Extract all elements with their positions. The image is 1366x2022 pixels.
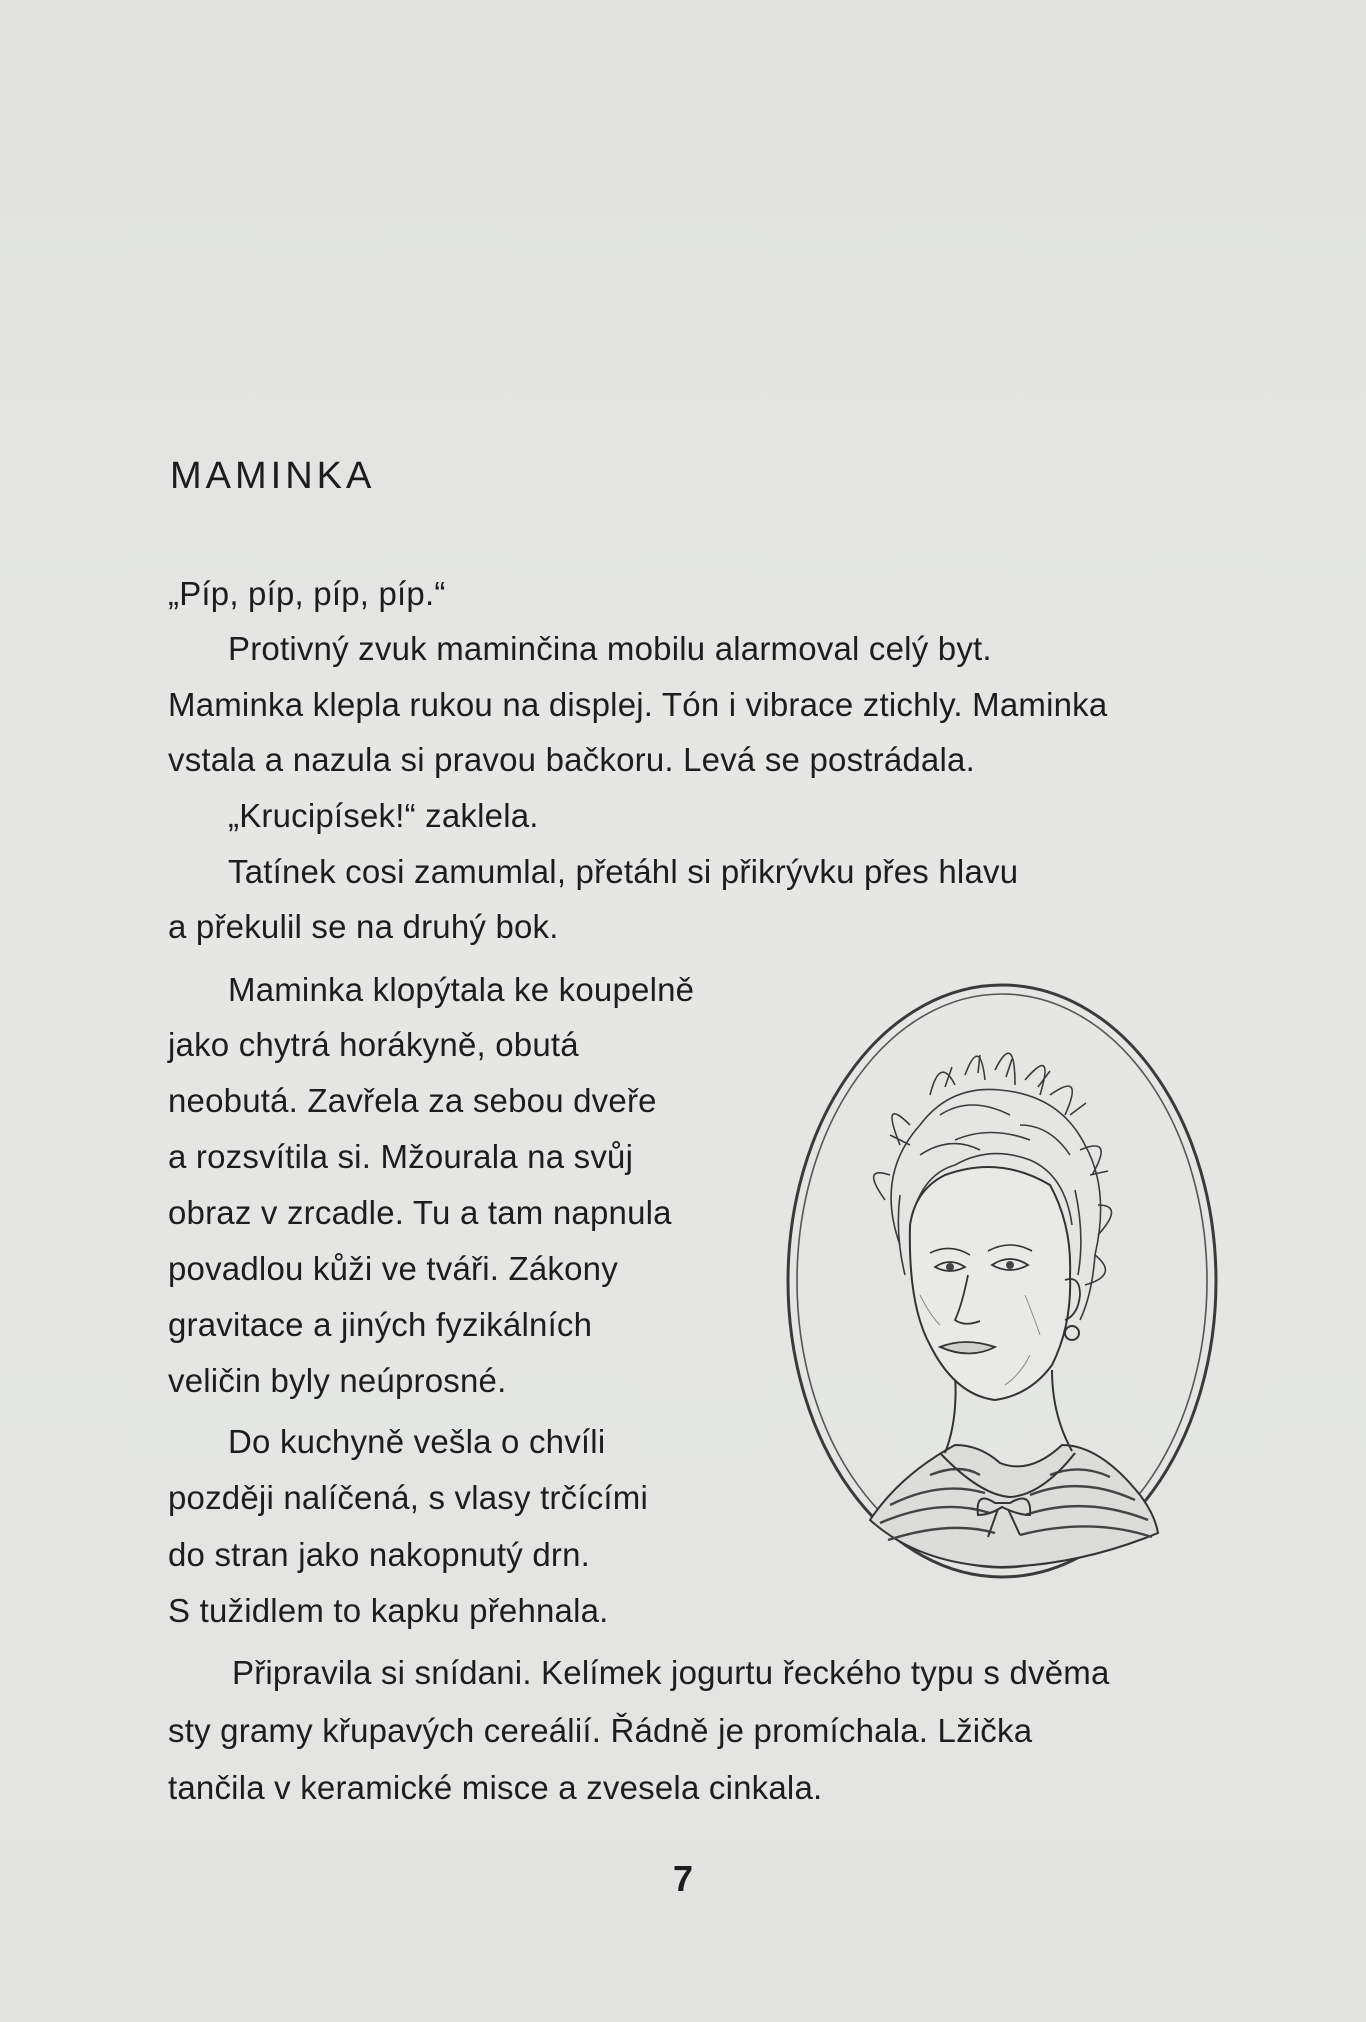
text-line: neobutá. Zavřela za sebou dveře bbox=[168, 1082, 657, 1119]
text-line: „Píp, píp, píp, píp.“ bbox=[168, 575, 446, 612]
text-line: vstala a nazula si pravou bačkoru. Levá se postrádala. bbox=[168, 741, 975, 778]
text-line: jako chytrá horákyně, obutá bbox=[168, 1026, 579, 1063]
text-line: obraz v zrcadle. Tu a tam napnula bbox=[168, 1194, 672, 1231]
text-line: do stran jako nakopnutý drn. bbox=[168, 1536, 591, 1573]
portrait-woman-oval-icon bbox=[780, 975, 1230, 1585]
text-line: gravitace a jiných fyzikálních bbox=[168, 1306, 593, 1343]
text-line: Do kuchyně vešla o chvíli bbox=[228, 1423, 606, 1460]
text-line: Protivný zvuk maminčina mobilu alarmoval celý byt. bbox=[228, 630, 992, 667]
text-line: S tužidlem to kapku přehnala. bbox=[168, 1592, 609, 1629]
text-line: a překulil se na druhý bok. bbox=[168, 908, 559, 945]
text-line: veličin byly neúprosné. bbox=[168, 1362, 507, 1399]
text-line: „Krucipísek!“ zaklela. bbox=[228, 797, 539, 834]
text-line: Maminka klepla rukou na displej. Tón i vibrace ztichly. Maminka bbox=[168, 686, 1108, 723]
text-line: sty gramy křupavých cereálií. Řádně je promíchala. Lžička bbox=[168, 1712, 1033, 1749]
text-line: a rozsvítila si. Mžourala na svůj bbox=[168, 1138, 634, 1175]
text-line: později nalíčená, s vlasy trčícími bbox=[168, 1479, 648, 1516]
text-line: tančila v keramické misce a zvesela cinkala. bbox=[168, 1769, 823, 1806]
page-number: 7 bbox=[672, 1858, 694, 1899]
text-line: Připravila si snídani. Kelímek jogurtu řeckého typu s dvěma bbox=[232, 1654, 1110, 1691]
text-line: Tatínek cosi zamumlal, přetáhl si přikrývku přes hlavu bbox=[228, 853, 1019, 890]
text-line: Maminka klopýtala ke koupelně bbox=[228, 971, 695, 1008]
text-line: povadlou kůži ve tváři. Zákony bbox=[168, 1250, 618, 1287]
chapter-title: MAMINKA bbox=[170, 455, 376, 497]
